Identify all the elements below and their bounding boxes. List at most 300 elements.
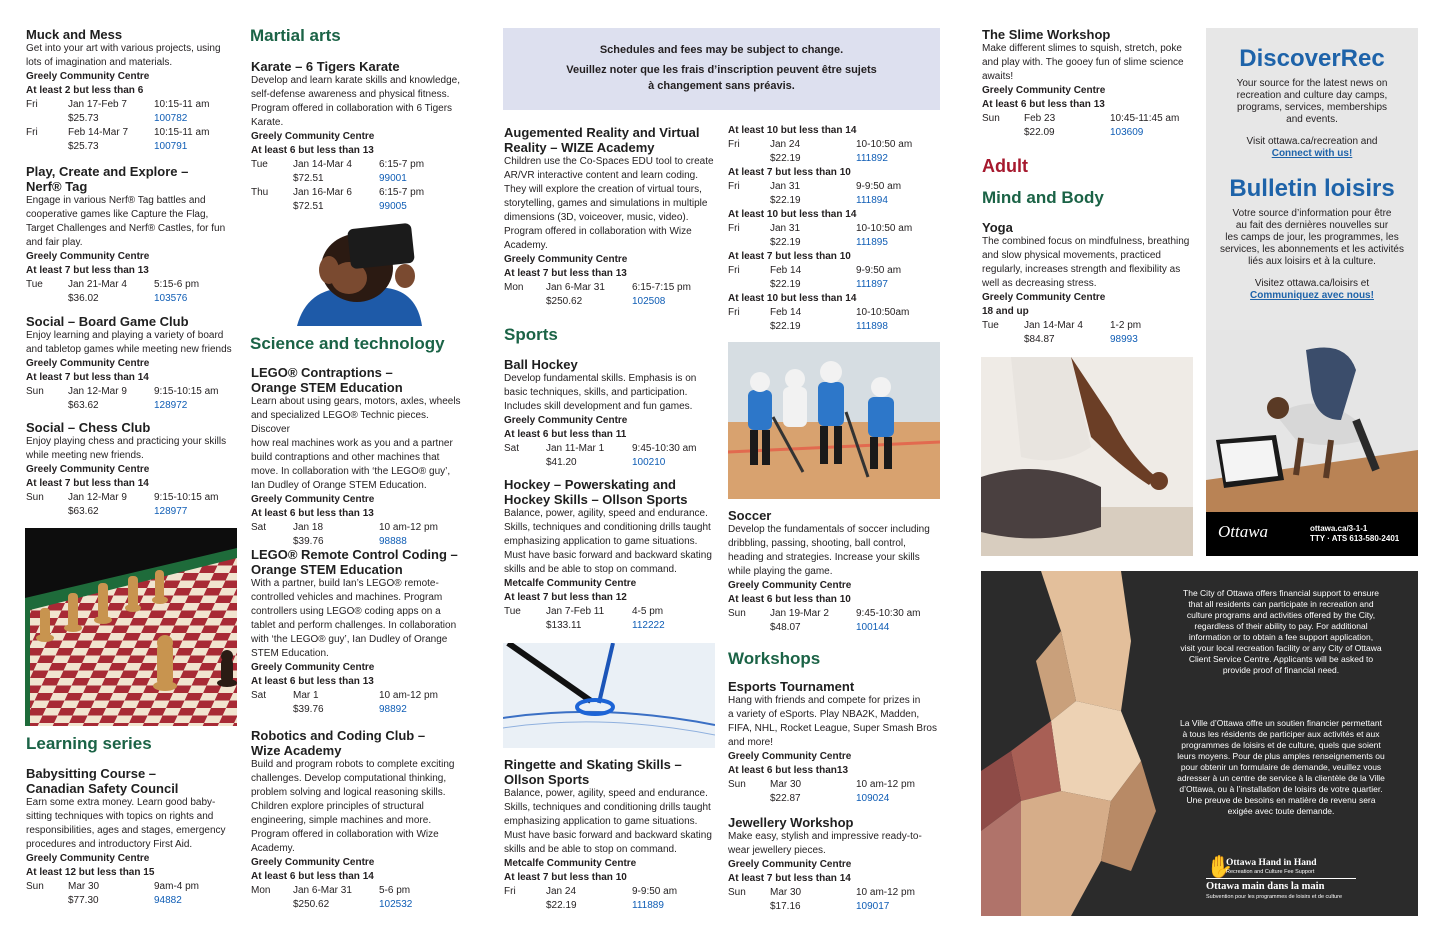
time: 9:15-10:15 am [154,492,219,503]
notice-en: Schedules and fees may be subject to change. [599,44,844,56]
fee-row [728,900,948,914]
desc-line: STEM Education. [251,648,329,659]
desc-line: Hang with friends and compete for prizes in [728,695,921,706]
desc-line: With a partner, build Ian’s LEGO® remote- [251,578,439,589]
dates: Jan 24 [546,886,577,897]
discover-text: recreation and culture day camps, [1236,90,1388,101]
dates: Jan 16-Mar 6 [293,187,352,198]
desc-line: how real machines work as you and a partner [251,438,453,449]
course-code[interactable]: 103609 [1110,127,1144,138]
fee-row [504,295,724,309]
program-title: Ringette and Skating Skills – [504,757,682,772]
desc-line: challenges. Develop computational thinking, [251,773,447,784]
day: Sun [26,881,44,892]
schedule-notice [503,28,940,110]
day: Sat [504,443,520,454]
course-code[interactable]: 128972 [154,400,188,411]
fee-row [251,898,466,912]
desc-line: basic techniques, skills, and participation. [504,387,688,398]
discover-title: DiscoverRec [1239,45,1385,72]
fee: $250.62 [546,296,583,307]
fee: $22.19 [546,900,577,911]
program-title: Ball Hockey [504,357,578,372]
fee: $36.02 [68,293,99,304]
desc-line: Karate. [251,117,284,128]
section-heading: Learning series [26,734,152,753]
hand-fr-line: La Ville d’Ottawa offre un soutien financier permettant [1180,718,1382,728]
day: Sun [728,887,746,898]
hand-icon: ✋ [1206,854,1234,879]
course-code[interactable]: 109017 [856,901,890,912]
day: Sun [728,608,746,619]
hand-en-line: regardless of their ability to pay. For additional [1194,621,1368,631]
vr-headset-photo [287,218,429,326]
session-row [728,138,948,152]
desc-line: Balance, power, agility, speed and endurance. [504,508,708,519]
session-row [26,98,241,112]
program-ball-hockey [504,357,724,470]
desc-line: Target Challenges and Nerf® Castles, for fun [26,223,226,234]
desc-line: Skills, techniques and conditioning drills taught [504,802,711,813]
program-nerf [26,164,241,306]
adult [982,156,1197,176]
program-esports [728,679,948,806]
age-range: At least 10 but less than 14 [728,209,857,220]
bulletin-text: liés aux loisirs et à la culture. [1248,256,1376,267]
session-row [504,885,724,899]
program-title: Ollson Sports [504,772,590,787]
program-title: Hockey Skills – Ollson Sports [504,492,688,507]
contact-311: ottawa.ca/3-1-1 [1310,524,1368,533]
discover-text: and events. [1286,114,1338,125]
discover-rec-panel [1206,28,1418,556]
program-title: Yoga [982,220,1013,235]
fee-row [26,894,241,908]
fee-row [504,619,724,633]
location: Greely Community Centre [504,254,628,265]
day: Fri [504,886,516,897]
fee-row [251,200,466,214]
location: Metcalfe Community Centre [504,858,637,869]
program-title: Social – Board Game Club [26,314,189,329]
desc-line: controllers using LEGO® coding apps on a [251,606,441,617]
program-title: Social – Chess Club [26,420,151,435]
dates: Jan 31 [770,181,801,192]
location: Greely Community Centre [26,71,150,82]
desc-line: regularly, increases strength and flexibility as [982,264,1181,275]
course-code[interactable]: 98993 [1110,334,1138,345]
hand-fr-line: exigée avec toute demande. [1227,806,1335,816]
hand-en-line: Client Service Centre. Applicants will be asked to [1188,654,1374,664]
hand-en-line: provide proof of financial need. [1222,665,1340,675]
program-yoga [982,220,1202,347]
dates: Jan 31 [770,223,801,234]
section-heading: Workshops [728,649,821,668]
course-code[interactable]: 111894 [856,195,888,206]
location: Greely Community Centre [251,662,375,673]
day: Tue [26,279,43,290]
discover-visit: Visit ottawa.ca/recreation and [1246,136,1378,147]
fee: $77.30 [68,895,99,906]
course-code[interactable]: 98892 [379,704,407,715]
course-code[interactable]: 100782 [154,113,188,124]
program-board [26,314,241,413]
desc-line: storytelling, games and simulations in multiple [504,198,708,209]
desc-line: well as decreasing stress. [982,278,1097,289]
desc-line: and more! [728,737,774,748]
fee: $48.07 [770,622,801,633]
course-code[interactable]: 128977 [154,506,188,517]
hands-illustration [981,571,1161,916]
program-title: The Slime Workshop [982,27,1111,42]
session-row [251,186,466,200]
session-row [728,264,948,278]
day: Mon [251,885,271,896]
time: 9-9:50 am [632,886,678,897]
dates: Feb 14 [770,307,802,318]
program-contraptions [251,365,466,549]
bulletin-title: Bulletin loisirs [1229,175,1395,202]
program-title: Esports Tournament [728,679,855,694]
dates: Jan 19-Mar 2 [770,608,829,619]
desc-line: emphasizing application to game situations. [504,816,698,827]
course-code[interactable]: 103576 [154,293,188,304]
desc-line: They will explore the creation of virtual tours, [504,184,702,195]
time: 9-9:50 am [856,181,902,192]
day: Fri [728,181,740,192]
logo-en: Ottawa Hand in Hand [1226,858,1317,868]
session-row [26,126,241,140]
dates: Mar 30 [770,779,802,790]
fee: $22.87 [770,793,801,804]
course-code[interactable]: 100144 [856,622,890,633]
discover-text: programs, services, memberships [1236,102,1388,113]
section-heading: Mind and Body [982,188,1104,207]
ottawa-logo: Ottawa [1218,522,1269,541]
location: Greely Community Centre [251,131,375,142]
session-row [728,607,948,621]
bulletin-text: les camps de jour, les programmes, les [1225,232,1399,243]
program-title: LEGO® Remote Control Coding – [251,547,458,562]
program-remote-coding [251,547,466,717]
communiquez-link[interactable]: Communiquez avec nous! [1250,290,1374,301]
program-muck [26,27,241,154]
hand-fr-line: leurs moyens. Pour de plus amples renseignements ou [1177,751,1385,761]
dates: Feb 23 [1024,113,1056,124]
fee: $63.62 [68,506,99,517]
time: 6:15-7 pm [379,187,425,198]
connect-link[interactable]: Connect with us! [1271,148,1353,159]
program-title: Canadian Safety Council [26,781,179,796]
day: Mon [504,282,524,293]
logo-en-sub: Recreation and Culture Fee Support [1226,869,1315,875]
age-range: At least 6 but less than13 [728,765,849,776]
martial-arts [250,26,465,46]
age-range: At least 6 but less than 13 [251,508,374,519]
course-code[interactable]: 98888 [379,536,407,547]
program-title: Robotics and Coding Club – [251,728,426,743]
hand-fr-line: programmes de loisirs et de culture, quels que soient [1181,740,1381,750]
fee: $63.62 [68,400,99,411]
desc-line: and specialized LEGO® Technic pieces. Discover [251,410,429,435]
program-karate [251,59,466,214]
desc-line: Learn about using gears, motors, axles, wheels [251,396,461,407]
course-code[interactable]: 100791 [154,141,188,152]
desc-line: Children use the Co-Spaces EDU tool to create [504,156,714,167]
desc-line: procedures and introductory First Aid. [26,839,193,850]
program-title: Nerf® Tag [26,179,88,194]
ringette-continued [728,124,948,334]
session-row [251,689,466,703]
time: 5:15-6 pm [154,279,200,290]
hand-en-line: information or to obtain a fee support application, [1188,632,1374,642]
course-code[interactable]: 94882 [154,895,182,906]
desc-line: AR/VR interactive content and learn coding. [504,170,698,181]
age-range: At least 6 but less than 11 [504,429,627,440]
desc-line: and tabletop games while meeting new friends [26,344,232,355]
day: Sat [251,690,267,701]
hand-fr-line: d’Ottawa, ou à l’installation de loisirs de votre quartier. [1179,784,1383,794]
desc-line: Includes skill development and fun games. [504,401,693,412]
logo-fr: Ottawa main dans la main [1206,881,1325,892]
desc-line: Develop and learn karate skills and knowledge, [251,75,461,86]
dates: Feb 14 [770,265,802,276]
fee-row [26,292,241,306]
fee: $72.51 [293,173,324,184]
day: Fri [728,139,740,150]
program-title: Orange STEM Education [251,380,403,395]
course-code[interactable]: 112222 [632,620,665,631]
fee: $17.16 [770,901,801,912]
desc-line: with ‘the LEGO® guy’, Ian Dudley of Orange [251,634,448,645]
session-row [728,180,948,194]
dates: Jan 14-Mar 4 [293,159,352,170]
desc-line: Make different slimes to squish, stretch, poke [982,43,1182,54]
time: 10 am-12 pm [856,779,915,790]
course-code[interactable]: 99005 [379,201,407,212]
time: 9:45-10:30 am [632,443,697,454]
session-row [504,281,724,295]
desc-line: wear jewellery pieces. [728,845,826,856]
fee: $22.09 [1024,127,1055,138]
location: Greely Community Centre [504,415,628,426]
time: 6:15-7:15 pm [632,282,691,293]
session-row [504,605,724,619]
mind-body [982,188,1197,208]
program-title: Reality – WIZE Academy [504,140,655,155]
dates: Mar 30 [68,881,100,892]
fee-row [504,456,724,470]
program-hockey [504,477,724,633]
desc-line: Must have basic forward and backward skating [504,830,712,841]
bulletin-text: Votre source d’information pour être [1232,208,1392,219]
course-code[interactable]: 102508 [632,296,666,307]
desc-line: while meeting new friends. [26,450,144,461]
location: Greely Community Centre [251,494,375,505]
desc-line: Enjoy learning and playing a variety of board [26,330,224,341]
age-range: At least 12 but less than 15 [26,867,155,878]
section-heading: Sports [504,325,558,344]
desc-line: The combined focus on mindfulness, breathing [982,236,1190,247]
course-code[interactable]: 111897 [856,279,888,290]
fee: $84.87 [1024,334,1055,345]
desc-line: Skills, techniques and conditioning drills taught [504,522,711,533]
desc-line: tablet and perform challenges. In collaboration [251,620,457,631]
dates: Jan 6-Mar 31 [546,282,605,293]
sports [504,325,719,345]
hand-en-line: visit your local recreation facility or any City of Ottawa [1180,643,1382,653]
hand-en-line: that all residents can participate in recreation and [1188,599,1374,609]
day: Fri [728,223,740,234]
program-jewellery [728,815,948,914]
course-code[interactable]: 111889 [632,900,664,911]
fee: $41.20 [546,457,577,468]
course-code[interactable]: 100210 [632,457,666,468]
age-range: At least 6 but less than 13 [251,145,374,156]
desc-line: heading and strategies. Increase your skills [728,552,920,563]
dates: Jan 11-Mar 1 [546,443,605,454]
program-title: Jewellery Workshop [728,815,854,830]
age-range: 18 and up [982,306,1029,317]
location: Greely Community Centre [728,580,852,591]
fee: $22.19 [770,153,801,164]
bulletin-visit: Visitez ottawa.ca/loisirs et [1254,278,1370,289]
day: Sun [982,113,1000,124]
fee-row [26,112,241,126]
program-title: Orange STEM Education [251,562,403,577]
program-ar-vr [504,125,724,309]
desc-line: lots of imagination and materials. [26,57,173,68]
program-slime [982,27,1202,140]
age-range: At least 10 but less than 14 [728,125,857,136]
day: Fri [26,127,38,138]
time: 4-5 pm [632,606,664,617]
fee-row [728,152,948,166]
session-row [728,886,948,900]
desc-line: and play with. The gooey fun of slime science [982,57,1184,68]
bulletin-text: services, les abonnements et les activités [1220,244,1404,255]
session-row [728,778,948,792]
age-range: At least 6 but less than 10 [728,594,851,605]
program-babysitting [26,766,241,908]
session-row [982,319,1202,333]
age-range: At least 7 but less than 14 [26,478,149,489]
program-title: Wize Academy [251,743,342,758]
desc-line: engineering, simple machines and more. [251,815,432,826]
session-row [504,442,724,456]
fee-row [728,194,948,208]
time: 6:15-7 pm [379,159,425,170]
fee: $25.73 [68,113,99,124]
program-title: Hockey – Powerskating and [504,477,676,492]
desc-line: responsibilities, ages and stages, emergency [26,825,226,836]
desc-line: and slow physical movements, practiced [982,250,1161,261]
age-range: At least 7 but less than 13 [26,265,149,276]
hand-en-line: culture programs and activities offered by the City, [1186,610,1376,620]
hand-fr-line: à tous les résidents de participer aux activités et aux [1182,729,1380,739]
desc-line: Must have basic forward and backward skating [504,550,712,561]
age-range: At least 6 but less than 13 [251,676,374,687]
day: Tue [504,606,521,617]
laptop-photo [1206,330,1418,538]
dates: Jan 18 [293,522,324,533]
fee-row [728,278,948,292]
fee-row [504,899,724,913]
ball-hockey-photo [728,342,940,499]
location: Metcalfe Community Centre [504,578,637,589]
program-soccer [728,508,948,635]
course-code[interactable]: 111898 [856,321,888,332]
day: Fri [728,307,740,318]
hand-fr-line: Une preuve de besoins en matière de revenu sera [1186,795,1376,805]
program-title: Augemented Reality and Virtual [504,125,700,140]
program-title: Play, Create and Explore – [26,164,189,179]
desc-line: Build and program robots to complete exciting [251,759,455,770]
desc-line: Program offered in collaboration with Wize [504,226,692,237]
fee: $25.73 [68,141,99,152]
day: Sun [26,492,44,503]
time: 10-10:50 am [856,139,913,150]
hand-fr-line: adresser à un centre de service à la clientèle de la Ville [1177,773,1385,783]
time: 10:15-11 am [154,127,210,138]
age-range: At least 7 but less than 10 [728,167,851,178]
dates: Jan 7-Feb 11 [546,606,605,617]
time: 9am-4 pm [154,881,200,892]
session-row [251,158,466,172]
desc-line: while playing the game. [728,566,833,577]
program-title: Muck and Mess [26,27,123,42]
desc-line: a variety of eSports. Play NBA2K, Madden, [728,709,920,720]
workshops [728,649,943,669]
chess-photo [25,528,237,726]
time: 1-2 pm [1110,320,1142,331]
section-heading: Martial arts [250,26,341,45]
hand-fr-line: pour obtenir un formulaire de demande, veuillez vous [1180,762,1382,772]
fee: $22.19 [770,195,801,206]
course-code[interactable]: 109024 [856,793,890,804]
course-code[interactable]: 111892 [856,153,888,164]
fee: $22.19 [770,321,801,332]
fee-row [26,140,241,154]
fee-row [251,703,466,717]
fee-row [728,792,948,806]
age-range: At least 7 but less than 14 [728,873,851,884]
age-range: At least 7 but less than 14 [26,372,149,383]
age-range: At least 7 but less than 12 [504,592,627,603]
fee: $250.62 [293,899,330,910]
course-code[interactable]: 102532 [379,899,413,910]
day: Tue [982,320,999,331]
time: 9:45-10:30 am [856,608,921,619]
desc-line: Program offered in collaboration with 6 Tigers [251,103,453,114]
fee: $39.76 [293,704,324,715]
adult-heading: Adult [982,156,1028,176]
program-title: LEGO® Contraptions – [251,365,393,380]
location: Greely Community Centre [982,85,1106,96]
location: Greely Community Centre [26,251,150,262]
course-code[interactable]: 99001 [379,173,407,184]
fee-row [728,236,948,250]
course-code[interactable]: 111895 [856,237,888,248]
age-range: At least 10 but less than 14 [728,293,857,304]
desc-line: Enjoy playing chess and practicing your skills [26,436,227,447]
ottawa-footer-bar [1206,512,1418,556]
desc-line: Develop the fundamentals of soccer including [728,524,930,535]
desc-line: Engage in various Nerf® Tag battles and [26,195,206,206]
program-robotics [251,728,466,912]
desc-line: Balance, power, agility, speed and endurance. [504,788,708,799]
dates: Jan 24 [770,139,801,150]
